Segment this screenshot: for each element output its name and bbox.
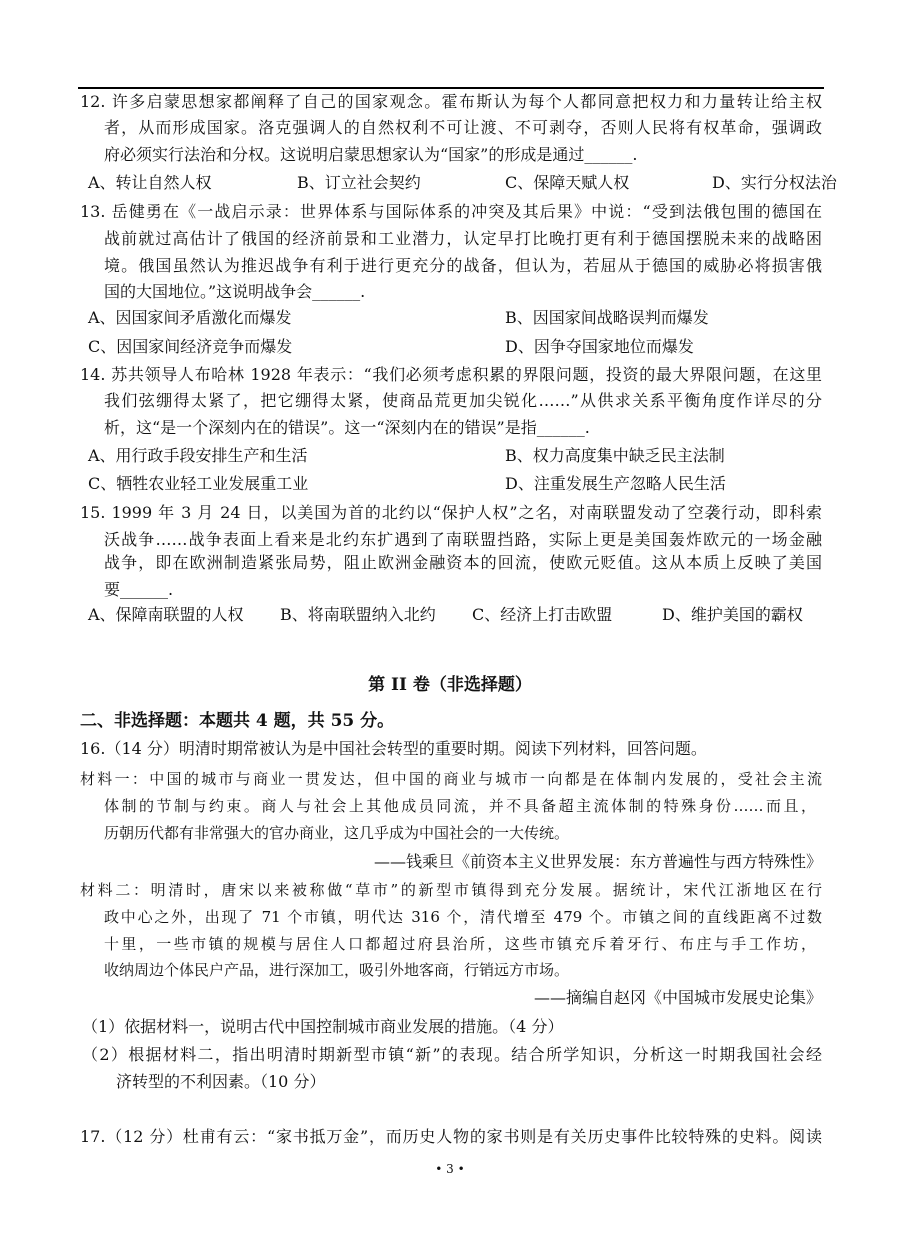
material-line: 历朝历代都有非常强大的官办商业，这几乎成为中国社会的一大传统。 bbox=[104, 824, 570, 842]
question-17-stem: 17.（12 分）杜甫有云：“家书抵万金”，而历史人物的家书则是有关历史事件比较特殊的史料。阅读 bbox=[80, 1127, 822, 1146]
option-c: C、经济上打击欧盟 bbox=[472, 605, 613, 624]
option-a: A、转让自然人权 bbox=[88, 173, 212, 192]
option-d: D、注重发展生产忽略人民生活 bbox=[505, 474, 726, 493]
option-a: A、用行政手段安排生产和生活 bbox=[88, 446, 308, 465]
sub-question-2: （2）根据材料二，指出明清时期新型市镇“新”的表现。结合所学知识，分析这一时期我国社会经 bbox=[82, 1045, 822, 1064]
question-stem: 16.（14 分）明清时期常被认为是中国社会转型的重要时期。阅读下列材料，回答问题。 bbox=[80, 739, 707, 758]
option-b: B、将南联盟纳入北约 bbox=[280, 605, 436, 624]
header-rule bbox=[78, 87, 824, 89]
option-d: D、维护美国的霸权 bbox=[662, 605, 803, 624]
question-stem-line: 国的大国地位。”这说明战争会______. bbox=[104, 282, 366, 301]
question-stem-line: 沃战争……战争表面上看来是北约东扩遇到了南联盟挡路，实际上更是美国轰炸欧元的一场金融 bbox=[104, 530, 822, 549]
option-b: B、订立社会契约 bbox=[297, 173, 421, 192]
material-line: 材料一：中国的城市与商业一贯发达，但中国的商业与城市一向都是在体制内发展的，受社会主流 bbox=[80, 770, 822, 788]
question-stem-line: 者，从而形成国家。洛克强调人的自然权利不可让渡、不可剥夺，否则人民将有权革命，强调政 bbox=[104, 118, 822, 137]
material-line: 十里，一些市镇的规模与居住人口都超过府县治所，这些市镇充斥着牙行、布庄与手工作坊， bbox=[104, 935, 816, 953]
question-stem-line: 析，这“是一个深刻内在的错误”。这一“深刻内在的错误”是指______. bbox=[104, 418, 590, 437]
question-stem-line: 12. 许多启蒙思想家都阐释了自己的国家观念。霍布斯认为每个人都同意把权力和力量转让给主权 bbox=[80, 92, 822, 111]
section-heading: 二、非选择题：本题共 4 题，共 55 分。 bbox=[80, 711, 395, 731]
question-stem-line: 要______. bbox=[104, 580, 174, 599]
material-line: 体制的节制与约束。商人与社会上其他成员同流，并不具备超主流体制的特殊身份……而且， bbox=[104, 797, 816, 815]
option-a: A、保障南联盟的人权 bbox=[88, 605, 244, 624]
question-stem-line: 战争，即在欧洲制造紧张局势，阻止欧洲金融资本的回流，使欧元贬值。这从本质上反映了美国 bbox=[104, 553, 822, 572]
option-c: C、因国家间经济竞争而爆发 bbox=[88, 337, 293, 356]
question-stem-line: 境。俄国虽然认为推迟战争有利于进行更充分的战备，但认为，若屈从于德国的威胁必将损害俄 bbox=[104, 256, 822, 275]
material-line: 政中心之外，出现了 71 个市镇，明代达 316 个，清代增至 479 个。市镇之间的直线距离不过数 bbox=[104, 908, 822, 926]
material-source: ——钱乘旦《前资本主义世界发展：东方普遍性与西方特殊性》 bbox=[373, 852, 822, 871]
material-line: 收纳周边个体民户产品，进行深加工，吸引外地客商，行销远方市场。 bbox=[104, 961, 570, 979]
sub-question-2-cont: 济转型的不利因素。（10 分） bbox=[116, 1072, 326, 1091]
option-a: A、因国家间矛盾激化而爆发 bbox=[88, 308, 292, 327]
question-stem-line: 15. 1999 年 3 月 24 日，以美国为首的北约以“保护人权”之名，对南联盟发动了空袭行动，即科索 bbox=[80, 503, 822, 522]
option-d: D、因争夺国家地位而爆发 bbox=[505, 337, 694, 356]
option-d: D、实行分权法治 bbox=[712, 173, 837, 192]
option-b: B、权力高度集中缺乏民主法制 bbox=[505, 446, 725, 465]
option-c: C、保障天赋人权 bbox=[505, 173, 630, 192]
page-number: • 3 • bbox=[435, 1162, 465, 1176]
option-c: C、牺牲农业轻工业发展重工业 bbox=[88, 474, 309, 493]
question-stem-line: 13. 岳健勇在《一战启示录：世界体系与国际体系的冲突及其后果》中说：“受到法俄包围的德国在 bbox=[80, 202, 822, 221]
sub-question-1: （1）依据材料一，说明古代中国控制城市商业发展的措施。（4 分） bbox=[82, 1017, 564, 1036]
part-title: 第 II 卷（非选择题） bbox=[368, 675, 532, 695]
material-source: ——摘编自赵冈《中国城市发展史论集》 bbox=[533, 988, 822, 1007]
question-stem-line: 14. 苏共领导人布哈林 1928 年表示：“我们必须考虑积累的界限问题，投资的最大界限问题，在这里 bbox=[80, 365, 822, 384]
question-stem-line: 我们弦绷得太紧了，把它绷得太紧，使商品荒更加尖锐化……”从供求关系平衡角度作详尽的分 bbox=[104, 391, 822, 410]
question-stem-line: 战前就过高估计了俄国的经济前景和工业潜力，认定早打比晚打更有利于德国摆脱未来的战略困 bbox=[104, 229, 822, 248]
option-b: B、因国家间战略误判而爆发 bbox=[505, 308, 709, 327]
question-stem-line: 府必须实行法治和分权。这说明启蒙思想家认为“国家”的形成是通过______. bbox=[104, 145, 638, 164]
material-line: 材料二：明清时，唐宋以来被称做“草市”的新型市镇得到充分发展。据统计，宋代江浙地区在行 bbox=[80, 881, 822, 899]
